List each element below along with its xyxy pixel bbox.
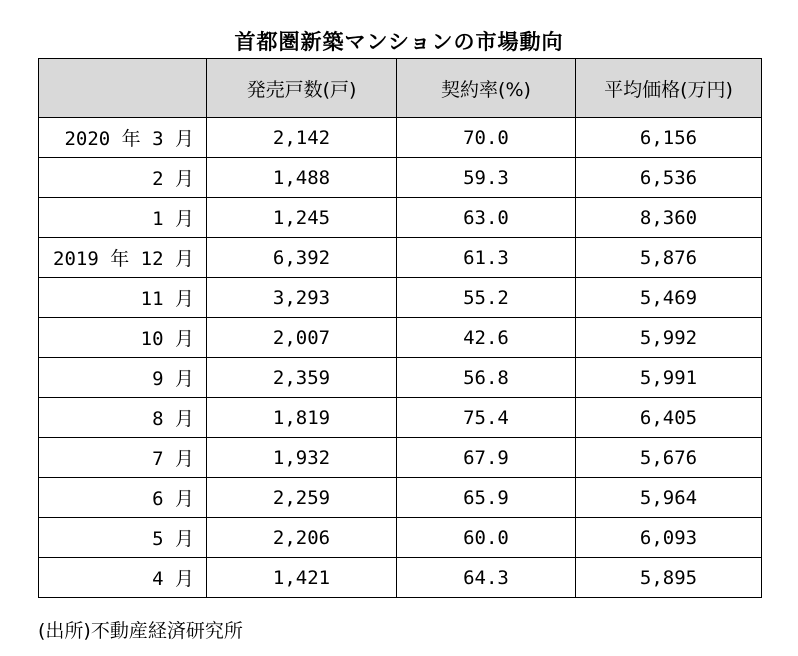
cell-average-price: 6,156 [576, 118, 762, 158]
header-row [39, 59, 762, 118]
cell-average-price: 5,992 [576, 318, 762, 358]
cell-period: 7 月 [39, 438, 207, 478]
cell-contract-rate: 61.3 [397, 238, 576, 278]
cell-period: 2 月 [39, 158, 207, 198]
cell-units: 2,206 [207, 518, 397, 558]
table-row [39, 398, 762, 438]
cell-contract-rate: 67.9 [397, 438, 576, 478]
cell-average-price: 5,676 [576, 438, 762, 478]
cell-average-price: 6,536 [576, 158, 762, 198]
header-period [39, 59, 207, 118]
cell-period: 1 月 [39, 198, 207, 238]
cell-units: 2,259 [207, 478, 397, 518]
table-row [39, 198, 762, 238]
cell-contract-rate: 42.6 [397, 318, 576, 358]
header-average-price: 平均価格(万円) [576, 59, 762, 118]
cell-average-price: 6,093 [576, 518, 762, 558]
cell-average-price: 5,876 [576, 238, 762, 278]
cell-period: 9 月 [39, 358, 207, 398]
cell-units: 2,359 [207, 358, 397, 398]
cell-period: 4 月 [39, 558, 207, 598]
cell-units: 1,819 [207, 398, 397, 438]
table-row [39, 478, 762, 518]
cell-units: 1,245 [207, 198, 397, 238]
cell-contract-rate: 55.2 [397, 278, 576, 318]
table-title: 首都圏新築マンションの市場動向 [234, 30, 564, 54]
cell-units: 2,007 [207, 318, 397, 358]
cell-contract-rate: 64.3 [397, 558, 576, 598]
table-row [39, 318, 762, 358]
table-row [39, 118, 762, 158]
cell-units: 2,142 [207, 118, 397, 158]
table-row [39, 438, 762, 478]
cell-average-price: 5,895 [576, 558, 762, 598]
cell-period: 5 月 [39, 518, 207, 558]
cell-contract-rate: 75.4 [397, 398, 576, 438]
header-contract-rate: 契約率(%) [397, 59, 576, 118]
cell-contract-rate: 56.8 [397, 358, 576, 398]
market-table [38, 58, 762, 598]
cell-average-price: 6,405 [576, 398, 762, 438]
header-units: 発売戸数(戸) [207, 59, 397, 118]
cell-units: 6,392 [207, 238, 397, 278]
cell-period: 10 月 [39, 318, 207, 358]
cell-contract-rate: 65.9 [397, 478, 576, 518]
table-row [39, 358, 762, 398]
table-row [39, 278, 762, 318]
cell-period: 8 月 [39, 398, 207, 438]
cell-average-price: 5,991 [576, 358, 762, 398]
table-row [39, 518, 762, 558]
cell-units: 1,488 [207, 158, 397, 198]
cell-units: 1,421 [207, 558, 397, 598]
table-row [39, 158, 762, 198]
cell-units: 3,293 [207, 278, 397, 318]
cell-period: 6 月 [39, 478, 207, 518]
cell-contract-rate: 59.3 [397, 158, 576, 198]
cell-contract-rate: 70.0 [397, 118, 576, 158]
cell-average-price: 5,469 [576, 278, 762, 318]
cell-contract-rate: 60.0 [397, 518, 576, 558]
cell-period: 2020 年 3 月 [39, 118, 207, 158]
cell-units: 1,932 [207, 438, 397, 478]
table-row [39, 238, 762, 278]
cell-average-price: 5,964 [576, 478, 762, 518]
cell-period: 11 月 [39, 278, 207, 318]
source-note: (出所)不動産経済研究所 [38, 620, 243, 642]
cell-period: 2019 年 12 月 [39, 238, 207, 278]
cell-average-price: 8,360 [576, 198, 762, 238]
table-row [39, 558, 762, 598]
cell-contract-rate: 63.0 [397, 198, 576, 238]
